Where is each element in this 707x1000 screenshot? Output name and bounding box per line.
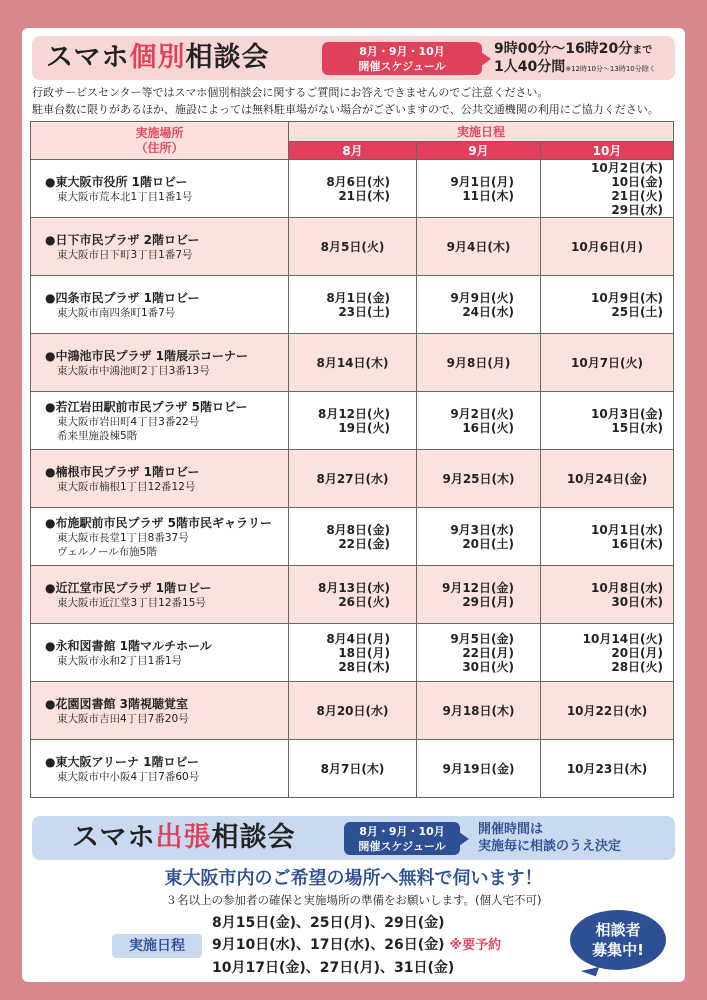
date-cell-sep xyxy=(417,160,541,218)
table-row xyxy=(31,160,674,218)
session-date: 9月1日(月) xyxy=(450,174,514,189)
session-date: 11日(木) xyxy=(462,188,514,203)
venue-name: ●花園図書館 3階視聴覚室 xyxy=(45,696,188,711)
session-date: 8月6日(水) xyxy=(326,174,390,189)
table-row xyxy=(31,392,674,450)
outreach-requirement: ３名以上の参加者の確保と実施場所の準備をお願いします。(個人宅不可) xyxy=(165,893,542,907)
venue-cell xyxy=(31,508,289,566)
table-row xyxy=(31,740,674,798)
venue-address: 東大阪市南四条町1番7号 xyxy=(57,306,176,319)
session-date: 18日(月) xyxy=(338,645,390,660)
date-cell-aug xyxy=(289,682,417,740)
date-cell-oct xyxy=(541,740,674,798)
date-cell-aug xyxy=(289,450,417,508)
location-column-header: 実施場所 （住所） xyxy=(31,122,289,160)
reservation-required: ※要予約 xyxy=(449,938,502,953)
session-date: 8月13日(水) xyxy=(317,580,390,595)
session-date: 8月5日(火) xyxy=(320,239,385,254)
session-date: 21日(火) xyxy=(611,188,664,203)
session-date: 19日(火) xyxy=(338,420,390,435)
schedule-table xyxy=(30,121,674,798)
session-date: 20日(月) xyxy=(611,645,664,660)
schedule-badge: 8月・9月・10月 開催スケジュール xyxy=(322,42,482,75)
venue-name: ●東大阪アリーナ 1階ロビー xyxy=(45,754,200,769)
venue-address: 東大阪市中小阪4丁目7番60号 xyxy=(57,770,200,783)
venue-name: ●布施駅前市民プラザ 5階市民ギャラリー xyxy=(45,515,272,530)
individual-consultation-title: スマホ個別相談会 xyxy=(46,42,270,73)
venue-cell xyxy=(31,450,289,508)
table-row xyxy=(31,276,674,334)
venue-cell xyxy=(31,740,289,798)
session-date: 30日(火) xyxy=(462,659,514,674)
session-date: 9月3日(水) xyxy=(450,522,514,537)
session-date: 8月14日(木) xyxy=(316,355,389,370)
session-date: 10月14日(火) xyxy=(582,631,664,646)
session-date: 9月18日(木) xyxy=(442,703,515,718)
session-date: 8月27日(水) xyxy=(316,471,389,486)
individual-consultation-header xyxy=(32,36,675,80)
venue-address: 東大阪市楠根1丁目12番12号 xyxy=(57,480,196,493)
session-date: 10月7日(火) xyxy=(571,355,644,370)
session-date: 21日(木) xyxy=(338,188,390,203)
session-date: 10月1日(水) xyxy=(591,522,664,537)
month-header-aug: 8月 xyxy=(289,142,417,160)
venue-address: 東大阪市永和2丁目1番1号 xyxy=(57,654,183,667)
session-date: 22日(金) xyxy=(338,536,390,551)
venue-name: ●若江岩田駅前市民プラザ 5階ロビー xyxy=(45,399,248,414)
session-date: 29日(水) xyxy=(611,202,664,217)
session-date: 16日(火) xyxy=(462,420,514,435)
outreach-consultation-header xyxy=(32,816,675,860)
venue-address: 東大阪市吉田4丁目7番20号 xyxy=(57,712,189,725)
session-date: 8月1日(金) xyxy=(326,290,390,305)
session-date: 9月5日(金) xyxy=(450,631,514,646)
venue-address: 東大阪市荒本北1丁目1番1号 xyxy=(57,190,193,203)
table-row xyxy=(31,334,674,392)
title-accent: 出張 xyxy=(155,822,212,853)
session-date: 25日(土) xyxy=(611,304,664,319)
date-cell-aug xyxy=(289,740,417,798)
outreach-date-label: 実施日程 xyxy=(112,934,202,958)
date-cell-aug xyxy=(289,624,417,682)
date-cell-aug xyxy=(289,508,417,566)
session-date: 20日(土) xyxy=(462,536,514,551)
date-cell-oct xyxy=(541,508,674,566)
session-date: 9月19日(金) xyxy=(442,761,515,776)
date-cell-sep xyxy=(417,392,541,450)
venue-cell xyxy=(31,160,289,218)
venue-cell xyxy=(31,624,289,682)
date-cell-oct xyxy=(541,218,674,276)
venue-name: ●東大阪市役所 1階ロビー xyxy=(45,174,188,189)
schedule-badge: 8月・9月・10月 開催スケジュール xyxy=(344,822,460,855)
session-date: 10月3日(金) xyxy=(591,406,664,421)
date-cell-aug xyxy=(289,276,417,334)
session-date: 9月8日(月) xyxy=(446,355,511,370)
venue-cell xyxy=(31,682,289,740)
venue-cell xyxy=(31,392,289,450)
venue-name: ●永和図書館 1階マルチホール xyxy=(45,638,212,653)
venue-name: ●四条市民プラザ 1階ロビー xyxy=(45,290,200,305)
session-date: 10月9日(木) xyxy=(591,290,664,305)
date-cell-aug xyxy=(289,392,417,450)
venue-address: 東大阪市近江堂3丁目12番15号 xyxy=(57,596,206,609)
date-cell-sep xyxy=(417,450,541,508)
date-cell-sep xyxy=(417,624,541,682)
date-cell-aug xyxy=(289,334,417,392)
date-cell-oct xyxy=(541,450,674,508)
date-cell-oct xyxy=(541,334,674,392)
venue-cell xyxy=(31,334,289,392)
venue-address: 東大阪市岩田町4丁目3番22号 xyxy=(57,415,200,428)
venue-name: ●日下市民プラザ 2階ロビー xyxy=(45,232,200,247)
venue-name: ●近江堂市民プラザ 1階ロビー xyxy=(45,580,212,595)
date-cell-oct xyxy=(541,682,674,740)
session-date: 9月12日(金) xyxy=(441,580,514,595)
session-date: 8月7日(木) xyxy=(320,761,385,776)
date-cell-aug xyxy=(289,218,417,276)
session-date: 9月9日(火) xyxy=(450,290,514,305)
session-date: 10月6日(月) xyxy=(571,239,644,254)
session-date: 24日(水) xyxy=(462,304,514,319)
title-accent: 個別 xyxy=(129,42,186,73)
session-date: 9月2日(火) xyxy=(450,406,514,421)
date-cell-sep xyxy=(417,682,541,740)
table-row xyxy=(31,508,674,566)
venue-address: 東大阪市長堂1丁目8番37号 xyxy=(57,531,189,544)
session-date: 10月8日(水) xyxy=(591,580,664,595)
date-cell-sep xyxy=(417,740,541,798)
date-cell-oct xyxy=(541,276,674,334)
venue-name: ●中鴻池市民プラザ 1階展示コーナー xyxy=(45,348,248,363)
session-date: 10日(金) xyxy=(611,174,664,189)
session-time: 9時00分～16時20分まで 1人40分間※12時10分～13時10分除く xyxy=(494,41,656,75)
venue-cell xyxy=(31,218,289,276)
session-date: 9月25日(木) xyxy=(442,471,515,486)
session-date: 9月4日(木) xyxy=(446,239,511,254)
date-cell-oct xyxy=(541,392,674,450)
date-cell-oct xyxy=(541,624,674,682)
venue-address: 東大阪市中鴻池町2丁目3番13号 xyxy=(57,364,210,377)
date-cell-aug xyxy=(289,160,417,218)
session-date: 10月2日(木) xyxy=(591,160,664,175)
session-date: 23日(土) xyxy=(338,304,390,319)
month-header-oct: 10月 xyxy=(541,142,674,160)
date-cell-sep xyxy=(417,566,541,624)
venue-name: ●楠根市民プラザ 1階ロビー xyxy=(45,464,200,479)
session-date: 28日(木) xyxy=(338,659,390,674)
outreach-headline: 東大阪市内のご希望の場所へ無料で伺います！ xyxy=(164,868,543,889)
date-cell-aug xyxy=(289,566,417,624)
session-date: 15日(水) xyxy=(611,420,664,435)
session-date: 22日(月) xyxy=(462,645,514,660)
session-date: 10月22日(水) xyxy=(566,703,648,718)
date-cell-oct xyxy=(541,160,674,218)
table-row xyxy=(31,566,674,624)
outreach-consultation-title: スマホ出張相談会 xyxy=(72,822,296,853)
flyer-sheet xyxy=(22,28,685,982)
date-cell-sep xyxy=(417,276,541,334)
session-date: 26日(火) xyxy=(338,594,390,609)
notice-text: 行政サービスセンター等ではスマホ個別相談会に関するご質問にお答えできませんのでご注意ください。 駐車台数に限りがあるほか、施設によっては無料駐車場がない場合がございますので、公共交通機関の利用にご協力ください。 xyxy=(32,86,659,116)
date-cell-sep xyxy=(417,218,541,276)
recruiting-speech-bubble: 相談者 募集中! xyxy=(570,910,666,970)
date-cell-oct xyxy=(541,566,674,624)
venue-cell xyxy=(31,276,289,334)
month-header-sep: 9月 xyxy=(417,142,541,160)
table-row xyxy=(31,218,674,276)
venue-address: 東大阪市日下町3丁目1番7号 xyxy=(57,248,193,261)
session-date: 10月24日(金) xyxy=(566,471,648,486)
session-date: 10月23日(木) xyxy=(566,761,648,776)
session-date: 30日(木) xyxy=(611,594,664,609)
outreach-time-note: 開催時間は 実施毎に相談のうえ決定 xyxy=(478,822,622,854)
session-date: 16日(木) xyxy=(611,536,664,551)
session-date: 8月20日(水) xyxy=(316,703,389,718)
schedule-column-header: 実施日程 xyxy=(289,122,674,142)
venue-cell xyxy=(31,566,289,624)
session-date: 8月12日(火) xyxy=(317,406,390,421)
table-row xyxy=(31,682,674,740)
venue-address: ヴェルノール布施5階 xyxy=(57,545,157,558)
table-row xyxy=(31,624,674,682)
session-date: 8月4日(月) xyxy=(326,631,390,646)
session-date: 8月8日(金) xyxy=(326,522,390,537)
date-cell-sep xyxy=(417,334,541,392)
date-cell-sep xyxy=(417,508,541,566)
session-date: 28日(火) xyxy=(611,659,664,674)
session-date: 29日(月) xyxy=(462,594,514,609)
outreach-dates: 8月15日(金)、25日(月)、29日(金) 9月10日(水)、17日(水)、26日(金) ※要予約 10月17日(金)、27日(月)、31日(金) xyxy=(212,915,502,976)
table-row xyxy=(31,450,674,508)
venue-address: 希来里施設棟5階 xyxy=(57,429,138,442)
